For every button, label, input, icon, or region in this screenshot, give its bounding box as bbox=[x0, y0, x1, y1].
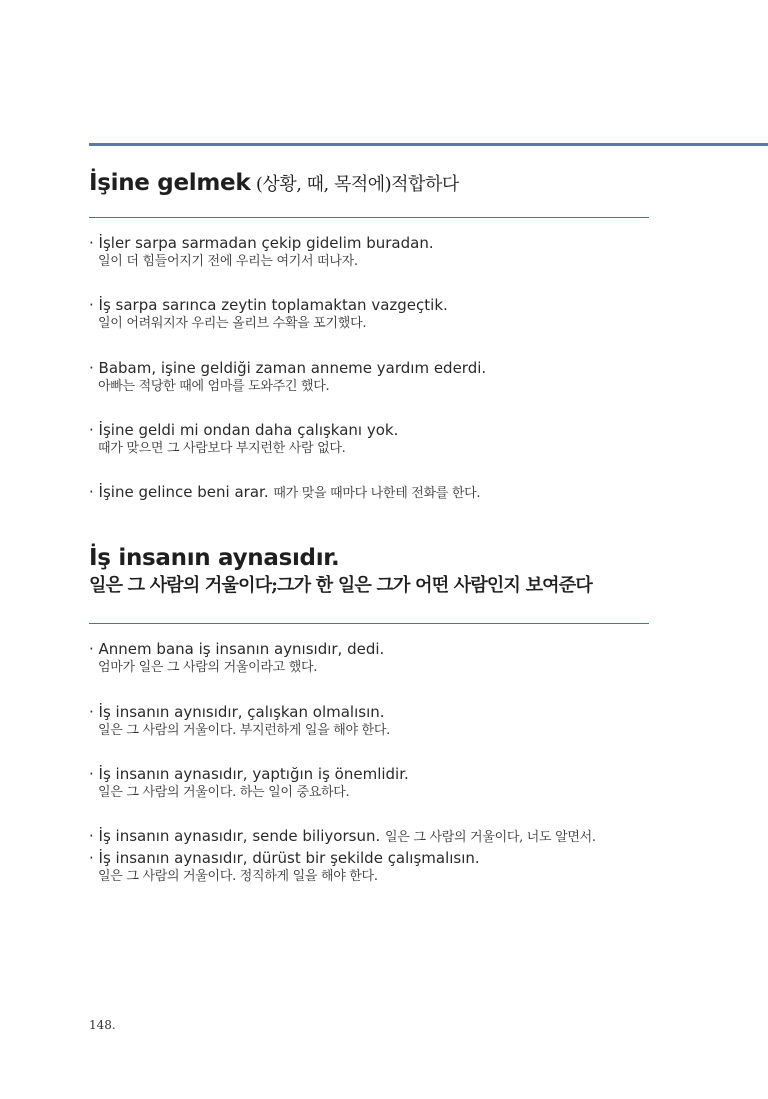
entry-turkish: · İş insanın aynasıdır, yaptığın iş önemlidir. bbox=[89, 765, 409, 783]
section-2-entry-4 bbox=[89, 826, 729, 848]
section-2-entry-5 bbox=[89, 848, 729, 886]
entry-korean: 일이 어려워지자 우리는 올리브 수확을 포기했다. bbox=[98, 316, 367, 331]
section-1-entry-4 bbox=[89, 420, 729, 458]
entry-turkish: · İşler sarpa sarmadan çekip gidelim buradan. bbox=[89, 234, 434, 252]
entry-korean: 일은 그 사람의 거울이다. 정직하게 일을 해야 한다. bbox=[98, 869, 378, 884]
section-2-title bbox=[89, 545, 649, 596]
entry-korean: 일이 더 힘들어지기 전에 우리는 여기서 떠나자. bbox=[98, 254, 358, 269]
entry-korean: 일은 그 사람의 거울이다. 하는 일이 중요하다. bbox=[98, 785, 350, 800]
section-2-rule bbox=[89, 623, 649, 624]
section-2-entry-2 bbox=[89, 702, 729, 740]
entry-turkish: · İş insanın aynasıdır, sende biliyorsun. bbox=[89, 827, 381, 845]
section-1-title-main: İşine gelmek bbox=[89, 170, 251, 196]
entry-turkish: · Babam, işine geldiği zaman anneme yardım ederdi. bbox=[89, 359, 487, 377]
entry-combined-line bbox=[89, 482, 729, 504]
section-1-entry-1 bbox=[89, 233, 729, 271]
section-1-title bbox=[89, 170, 649, 198]
section-1-rule bbox=[89, 217, 649, 218]
section-1-entry-2 bbox=[89, 295, 729, 333]
entry-combined-line bbox=[89, 826, 729, 848]
section-2-header bbox=[89, 545, 649, 596]
entry-turkish: · Annem bana iş insanın aynısıdır, dedi. bbox=[89, 640, 385, 658]
entry-korean: 일은 그 사람의 거울이다, 너도 알면서. bbox=[385, 830, 596, 845]
section-1-entry-5 bbox=[89, 482, 729, 504]
entry-turkish: · İşine gelince beni arar. bbox=[89, 483, 269, 501]
entry-turkish: · İşine geldi mi ondan daha çalışkanı yok. bbox=[89, 421, 399, 439]
entry-turkish: · İş sarpa sarınca zeytin toplamaktan vazgeçtik. bbox=[89, 296, 448, 314]
entry-turkish: · İş insanın aynısıdır, çalışkan olmalısın. bbox=[89, 703, 385, 721]
section-2-title-main: İş insanın aynasıdır. bbox=[89, 545, 340, 571]
top-rule bbox=[89, 143, 768, 146]
entry-turkish: · İş insanın aynasıdır, dürüst bir şekilde çalışmalısın. bbox=[89, 849, 480, 867]
page-number: 148. bbox=[89, 1018, 116, 1032]
section-1-header bbox=[89, 170, 649, 198]
section-2-entry-3 bbox=[89, 764, 729, 802]
entry-korean: 일은 그 사람의 거울이다. 부지런하게 일을 해야 한다. bbox=[98, 723, 390, 738]
entry-korean: 엄마가 일은 그 사람의 거울이라고 했다. bbox=[98, 660, 318, 675]
section-2-entry-1 bbox=[89, 639, 729, 677]
section-1-entry-3 bbox=[89, 358, 729, 396]
section-1-title-sub: (상황, 때, 목적에)적합하다 bbox=[255, 174, 459, 195]
entry-korean: 때가 맞을 때마다 나한테 전화를 한다. bbox=[273, 486, 481, 501]
entry-korean: 때가 맞으면 그 사람보다 부지런한 사람 없다. bbox=[98, 441, 346, 456]
section-2-title-sub: 일은 그 사람의 거울이다;그가 한 일은 그가 어떤 사람인지 보여준다 bbox=[89, 574, 592, 596]
entry-korean: 아빠는 적당한 때에 엄마를 도와주긴 했다. bbox=[98, 379, 330, 394]
